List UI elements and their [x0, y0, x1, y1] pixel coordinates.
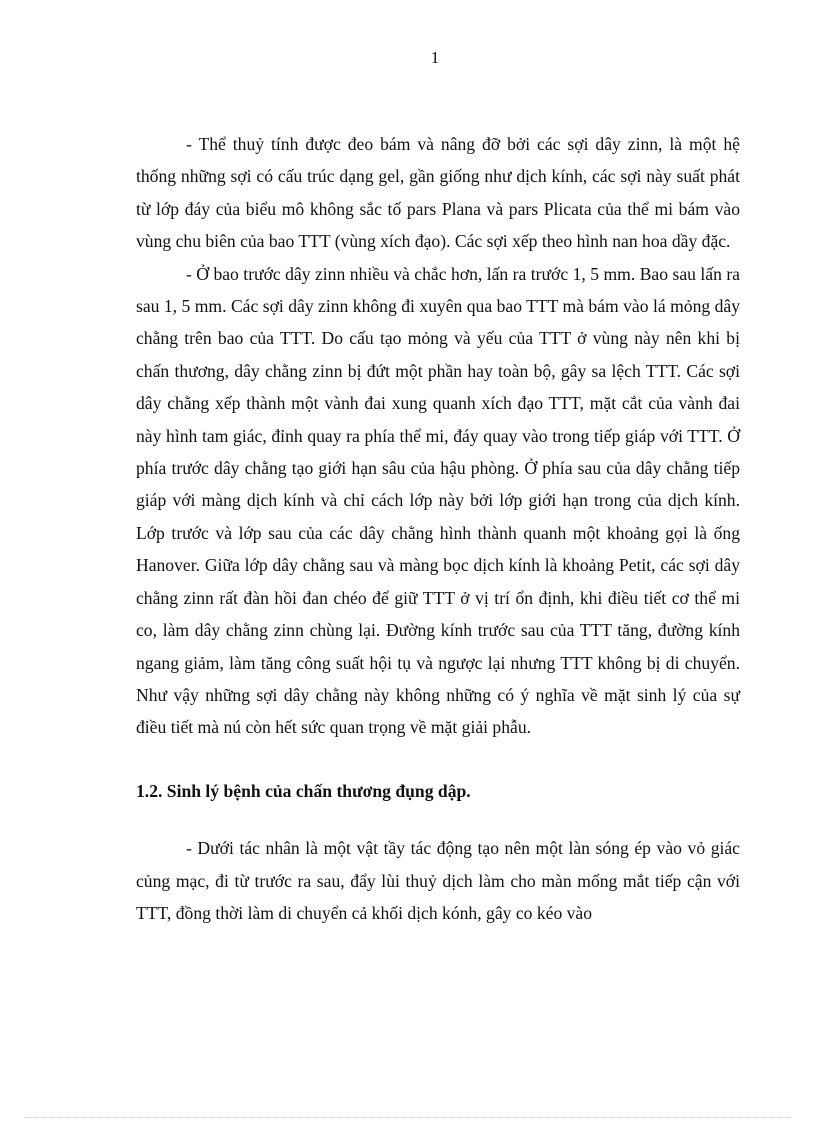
- page-bottom-divider: [24, 1117, 792, 1118]
- section-heading: 1.2. Sinh lý bệnh của chấn thương đụng dập.: [136, 780, 471, 801]
- paragraph-pathophysiology: - Dưới tác nhân là một vật tầy tác động tạo nên một làn sóng ép vào vỏ giác củng mạc, đi từ trước ra sau, đẩy lùi thuỷ dịch làm cho màn mống mắt tiếp cận với TTT, đồng thời làm di chuyển cả khối dịch kónh, gây co kéo vào: [136, 838, 740, 923]
- document-body: [136, 128, 740, 929]
- paragraph-zonule-structure: - Ở bao trước dây zinn nhiều và chắc hơn, lấn ra trước 1, 5 mm. Bao sau lấn ra sau 1, 5 mm. Các sợi dây zinn không đi xuyên qua bao TTT mà bám vào lá mỏng dây chằng trên bao của TTT. Do cấu tạo mỏng và yếu của TTT ở vùng này nên khi bị chấn thương, dây chằng zinn bị đứt một phần hay toàn bộ, gây sa lệch TTT. Các sợi dây chằng xếp thành một vành đai xung quanh xích đạo TTT, mặt cắt của vành đai này hình tam giác, đỉnh quay ra phía thể mi, đáy quay vào trong tiếp giáp với TTT. Ở phía trước dây chằng tạo giới hạn sâu của hậu phòng. Ở phía sau của dây chằng tiếp giáp với màng dịch kính và chỉ cách lớp này bởi lớp giới hạn trong của dịch kính. Lớp trước và lớp sau của các dây chằng hình thành quanh một khoảng gọi là ống Hanover. Giữa lớp dây chằng sau và màng bọc dịch kính là khoảng Petit, các sợi dây chằng zinn rất đàn hồi đan chéo để giữ TTT ở vị trí ổn định, khi điều tiết cơ thể mi co, làm dây chằng zinn chùng lại. Đường kính trước sau của TTT tăng, đường kính ngang giảm, làm tăng công suất hội tụ và ngược lại nhưng TTT không bị di chuyển. Như vậy những sợi dây chằng này không những có ý nghĩa về mặt sinh lý của sự điều tiết mà nú còn hết sức quan trọng về mặt giải phẫu.: [136, 263, 740, 738]
- page-number: 1: [430, 48, 440, 67]
- paragraph-zonule-attachment: - Thể thuỷ tính được đeo bám và nâng đỡ bởi các sợi dây zinn, là một hệ thống những sợi có cấu trúc dạng gel, gần giống như dịch kính, các sợi này suất phát từ lớp đáy của biểu mô không sắc tố pars Plana và pars Plicata của thể mi bám vào vùng chu biên của bao TTT (vùng xích đạo). Các sợi xếp theo hình nan hoa dầy đặc.: [136, 134, 740, 252]
